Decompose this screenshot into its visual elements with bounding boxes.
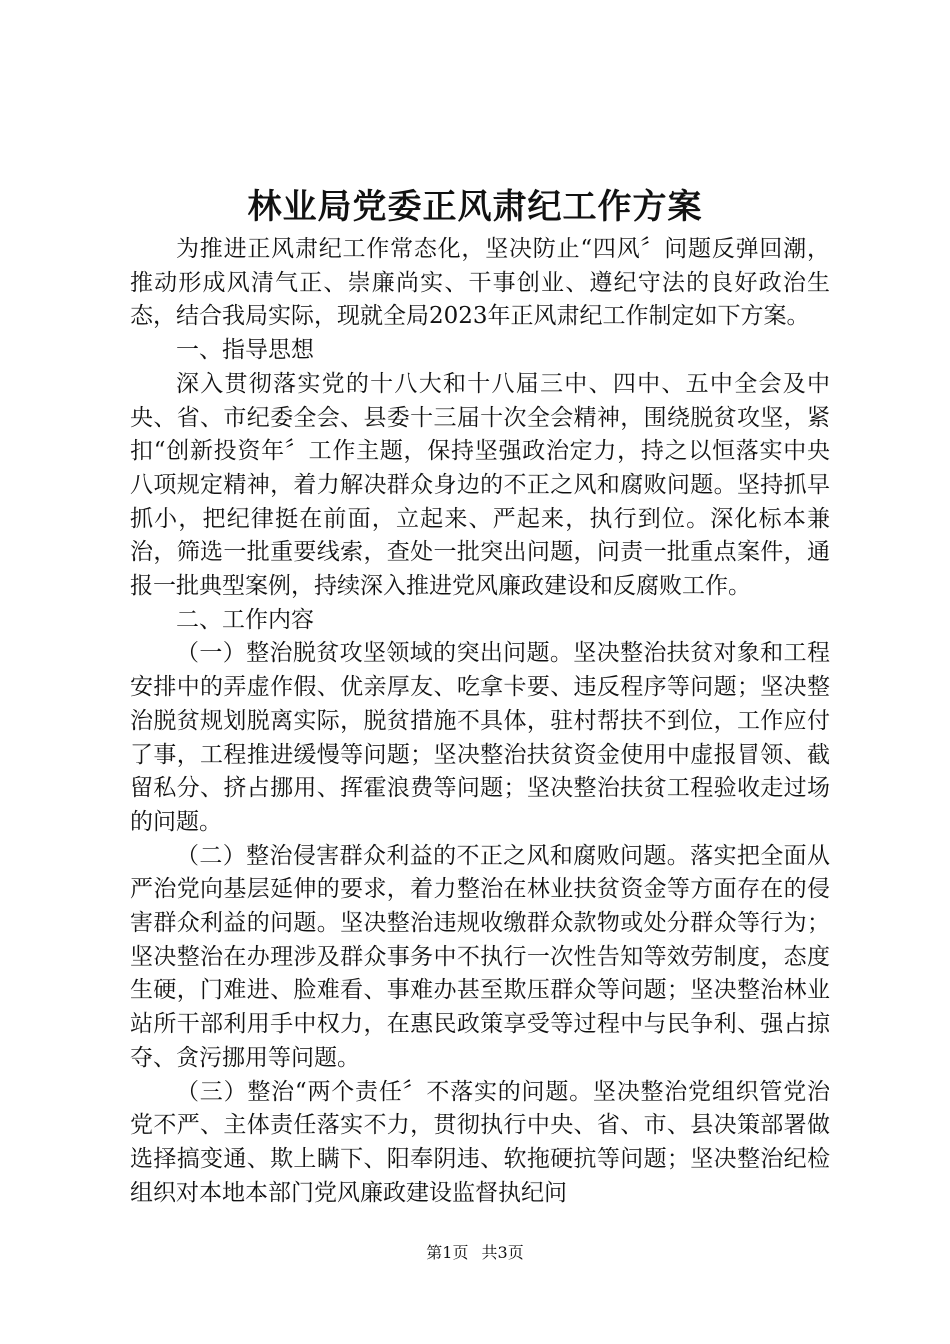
document-body — [130, 233, 830, 1210]
intro-paragraph: 为推进正风肃纪工作常态化，坚决防止“四风〞问题反弹回潮，推动形成风清气正、崇廉尚实、干事创业、遵纪守法的良好政治生态，结合我局实际，现就全局2023年正风肃纪工作制定如下方案。 — [130, 236, 830, 330]
document-title: 林业局党委正风肃纪工作方案 — [247, 187, 703, 227]
section-heading-work-content: 二、工作内容 — [176, 606, 314, 633]
guiding-thought-paragraph: 深入贯彻落实党的十八大和十八届三中、四中、五中全会及中央、省、市纪委全会、县委十三届十次全会精神，围绕脱贫攻坚，紧扣“创新投资年〞工作主题，保持坚强政治定力，持之以恒落实中央八项规定精神，着力解决群众身边的不正之风和腐败问题。坚持抓早抓小，把纪律挺在前面，立起来、严起来，执行到位。深化标本兼治，筛选一批重要线索，查处一批突出问题，问责一批重点案件，通报一批典型案例，持续深入推进党风廉政建设和反腐败工作。 — [130, 370, 830, 600]
page-footer — [0, 1241, 950, 1265]
section-heading-guiding-thought: 一、指导思想 — [176, 337, 314, 364]
work-item-1-paragraph: （一）整治脱贫攻坚领域的突出问题。坚决整治扶贫对象和工程安排中的弄虚作假、优亲厚友、吃拿卡要、违反程序等问题；坚决整治脱贫规划脱离实际，脱贫措施不具体，驻村帮扶不到位，工作应付了事，工程推进缓慢等问题；坚决整治扶贫资金使用中虚报冒领、截留私分、挤占挪用、挥霍浪费等问题；坚决整治扶贫工程验收走过场的问题。 — [130, 640, 830, 835]
page-number: 第1页 — [426, 1243, 469, 1262]
work-item-2-paragraph: （二）整治侵害群众利益的不正之风和腐败问题。落实把全面从严治党向基层延伸的要求，着力整治在林业扶贫资金等方面存在的侵害群众利益的问题。坚决整治违规收缴群众款物或处分群众等行为；坚决整治在办理涉及群众事务中不执行一次性告知等效劳制度，态度生硬，门难进、脸难看、事难办甚至欺压群众等问题；坚决整治林业站所干部利用手中权力，在惠民政策享受等过程中与民争利、强占掠夺、贪污挪用等问题。 — [130, 842, 830, 1071]
page-total: 共3页 — [481, 1243, 524, 1262]
work-item-3-paragraph: （三）整治“两个责任〞不落实的问题。坚决整治党组织管党治党不严、主体责任落实不力，贯彻执行中央、省、市、县决策部署做选择搞变通、欺上瞒下、阳奉阴违、软拖硬抗等问题；坚决整治纪检组织对本地本部门党风廉政建设监督执纪问 — [130, 1078, 830, 1206]
